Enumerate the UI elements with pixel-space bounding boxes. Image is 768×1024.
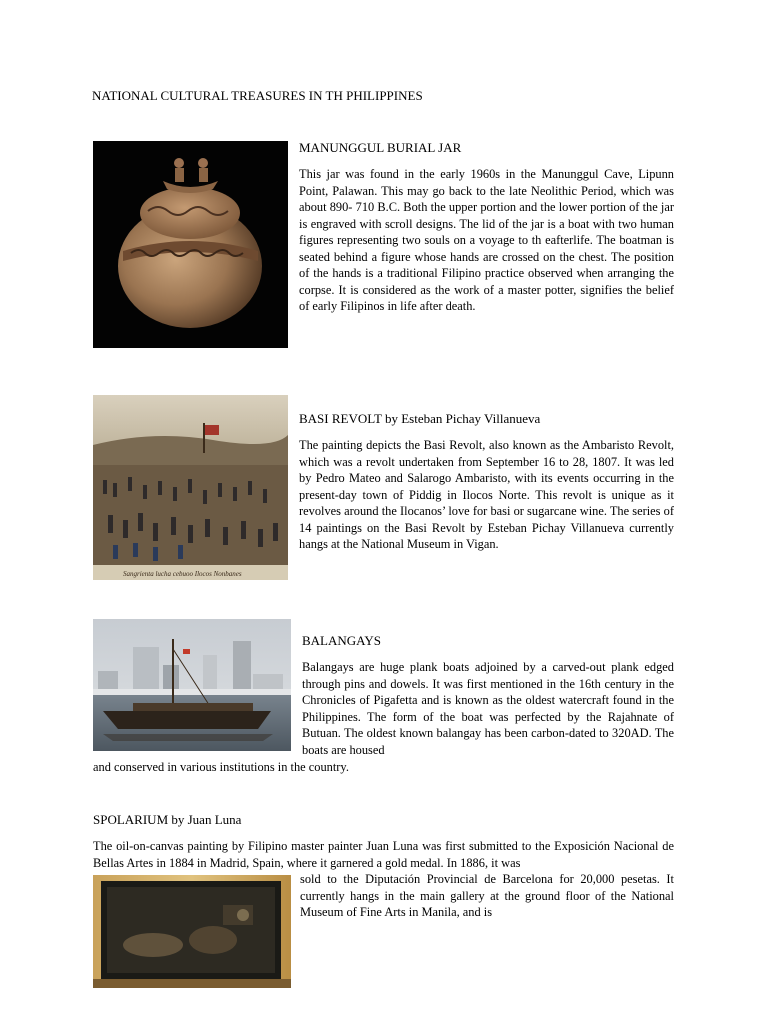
- balangay-boat-image: [93, 619, 291, 751]
- spolarium-body-side: sold to the Diputación Provincial de Barcelona for 20,000 pesetas. It currently hangs in the main gallery at the ground floor of the National Museum of Fine Arts in Manila, and is: [300, 872, 674, 919]
- manunggul-title: MANUNGGUL BURIAL JAR: [299, 140, 462, 155]
- page-title: NATIONAL CULTURAL TREASURES IN TH PHILIPPINES: [92, 88, 423, 103]
- basi-revolt-body: The painting depicts the Basi Revolt, also known as the Ambaristo Revolt, which was a revolt undertaken from September 16 to 28, 1807. It was led by Pedro Mateo and Salarogo Ambaristo, with its events occurring in the present-day town of Piddig in Ilocos Norte. This revolt is unique as it revolves around the Ilocanos’ love for basi or sugarcane wine. The series of 14 paintings on the Basi Revolt by Esteban Pichay Villanueva currently hangs at the National Museum in Vigan.: [299, 438, 674, 551]
- basi-revolt-title: BASI REVOLT by Esteban Pichay Villanueva: [299, 411, 541, 426]
- basi-revolt-caption: Sangrienta lucha cebuoo Ilocos Nonbanes: [123, 570, 242, 578]
- spolarium-body-intro: The oil-on-canvas painting by Filipino master painter Juan Luna was first submitted to the Exposición Nacional de Bellas Artes in 1884 in Madrid, Spain, where it garnered a gold medal. In 1886, it was: [93, 839, 674, 870]
- manunggul-body: This jar was found in the early 1960s in the Manunggul Cave, Lipunn Point, Palawan. This may go back to the late Neolithic Period, which was about 890- 710 B.C. Both the upper portion and the lower portion of the jar is engraved with scroll designs. The lid of the jar is a boat with two human figures representing two souls on a voyage to th eafterlife. The boatman is seated behind a figure whose hands are crossed on the chest. The position of the hands is a traditional Filipino practice observed when arranging the corpse. It is considered as the work of a master potter, signifies the belief of early Filipinos in life after death.: [299, 167, 674, 313]
- basi-revolt-painting-image: [93, 395, 288, 580]
- balangays-body-continued: and conserved in various institutions in the country.: [93, 760, 349, 774]
- spolarium-title: SPOLARIUM by Juan Luna: [93, 812, 242, 827]
- spolarium-painting-image: [93, 875, 291, 988]
- balangays-title: BALANGAYS: [302, 633, 381, 648]
- manunggul-jar-image: [93, 141, 288, 348]
- balangays-body: Balangays are huge plank boats adjoined by a carved-out plank edged through pins and dowels. It was first mentioned in the 16th century in the Chronicles of Pigafetta and is known as the oldest watercraft found in the Philippines. The form of the boat was perfected by the Rajahnate of Butuan. The oldest known balangay has been carbon-dated to 320AD. The boats are housed: [302, 660, 674, 757]
